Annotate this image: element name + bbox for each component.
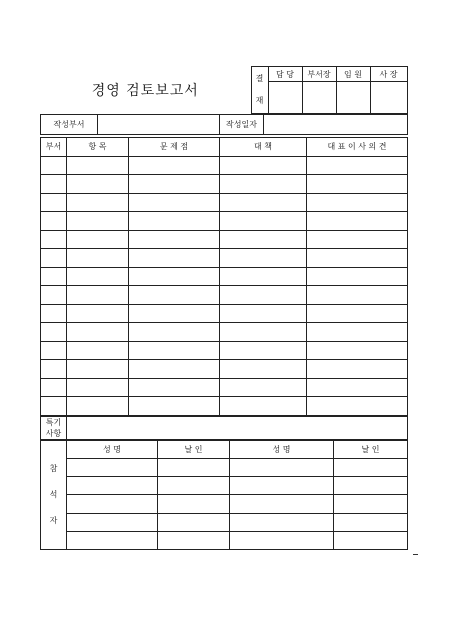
cell-problem[interactable] [129, 193, 220, 212]
attendee-name-2[interactable] [230, 513, 334, 531]
cell-item[interactable] [67, 286, 129, 305]
col-header-measure: 대 책 [220, 138, 307, 157]
attendee-name-2[interactable] [230, 495, 334, 513]
attendee-seal-2[interactable] [334, 495, 408, 513]
col-header-ceo-opinion: 대 표 이 사 의 견 [307, 138, 408, 157]
approval-label [251, 67, 268, 114]
cell-ceo-opinion[interactable] [307, 212, 408, 231]
cell-measure[interactable] [220, 230, 307, 249]
table-row [41, 397, 408, 416]
review-table-header [41, 138, 408, 157]
attendees-section [40, 440, 408, 551]
cell-measure[interactable] [220, 193, 307, 212]
attendee-seal-1[interactable] [158, 477, 230, 495]
col-header-item: 항 목 [67, 138, 129, 157]
cell-dept[interactable] [41, 323, 67, 342]
cell-ceo-opinion[interactable] [307, 304, 408, 323]
cell-item[interactable] [67, 249, 129, 268]
table-row [41, 341, 408, 360]
cell-dept[interactable] [41, 267, 67, 286]
attendee-seal-2[interactable] [334, 531, 408, 549]
cell-ceo-opinion[interactable] [307, 249, 408, 268]
approval-sign-executive[interactable] [336, 82, 370, 114]
attendees-header-name-1: 성 명 [67, 440, 158, 458]
attendee-name-2[interactable] [230, 458, 334, 476]
cell-ceo-opinion[interactable] [307, 397, 408, 416]
author-dept-field[interactable] [98, 115, 220, 135]
table-row [41, 230, 408, 249]
cell-problem[interactable] [129, 212, 220, 231]
cell-problem[interactable] [129, 230, 220, 249]
cell-measure[interactable] [220, 304, 307, 323]
approval-sign-staff[interactable] [268, 82, 302, 114]
cell-ceo-opinion[interactable] [307, 341, 408, 360]
cell-problem[interactable] [129, 249, 220, 268]
cell-dept[interactable] [41, 212, 67, 231]
attendee-row [41, 477, 408, 495]
cell-measure[interactable] [220, 286, 307, 305]
cell-measure[interactable] [220, 175, 307, 194]
cell-problem[interactable] [129, 378, 220, 397]
attendee-name-2[interactable] [230, 531, 334, 549]
cell-item[interactable] [67, 212, 129, 231]
attendees-side-char-2: 석 [49, 489, 58, 499]
cell-dept[interactable] [41, 249, 67, 268]
table-row [41, 286, 408, 305]
attendee-row [41, 531, 408, 549]
cell-problem[interactable] [129, 156, 220, 175]
cell-item[interactable] [67, 230, 129, 249]
cell-dept[interactable] [41, 360, 67, 379]
attendee-seal-1[interactable] [158, 531, 230, 549]
attendees-header-name-2: 성 명 [230, 440, 334, 458]
cell-dept[interactable] [41, 378, 67, 397]
attendee-seal-2[interactable] [334, 458, 408, 476]
table-row [41, 212, 408, 231]
cell-dept[interactable] [41, 341, 67, 360]
approval-col-president: 사 장 [370, 67, 407, 82]
cell-ceo-opinion[interactable] [307, 193, 408, 212]
cell-item[interactable] [67, 267, 129, 286]
cell-dept[interactable] [41, 286, 67, 305]
cell-ceo-opinion[interactable] [307, 360, 408, 379]
attendee-seal-1[interactable] [158, 513, 230, 531]
meta-section [40, 114, 408, 135]
attendee-seal-1[interactable] [158, 458, 230, 476]
cell-item[interactable] [67, 360, 129, 379]
header-section [40, 66, 408, 114]
table-row [41, 323, 408, 342]
approval-sign-president[interactable] [370, 82, 407, 114]
attendee-name-2[interactable] [230, 477, 334, 495]
cell-ceo-opinion[interactable] [307, 156, 408, 175]
attendee-row [41, 458, 408, 476]
notes-label-line2: 사항 [45, 428, 62, 438]
cell-problem[interactable] [129, 341, 220, 360]
author-dept-label: 작성부서 [41, 115, 98, 135]
cell-ceo-opinion[interactable] [307, 230, 408, 249]
cell-problem[interactable] [129, 267, 220, 286]
review-table [40, 137, 408, 416]
cell-measure[interactable] [220, 323, 307, 342]
cell-dept[interactable] [41, 230, 67, 249]
cell-item[interactable] [67, 378, 129, 397]
cell-ceo-opinion[interactable] [307, 378, 408, 397]
page-end-mark [413, 554, 418, 555]
cell-problem[interactable] [129, 397, 220, 416]
cell-measure[interactable] [220, 249, 307, 268]
cell-item[interactable] [67, 397, 129, 416]
col-header-dept: 부서 [41, 138, 67, 157]
table-row [41, 378, 408, 397]
cell-problem[interactable] [129, 323, 220, 342]
cell-measure[interactable] [220, 212, 307, 231]
table-row [41, 249, 408, 268]
attendee-name-1[interactable] [67, 513, 158, 531]
attendees-side-char-3: 자 [49, 515, 58, 525]
attendees-header [41, 440, 408, 458]
attendees-header-seal-2: 날 인 [334, 440, 408, 458]
cell-measure[interactable] [220, 341, 307, 360]
cell-problem[interactable] [129, 286, 220, 305]
col-header-problem: 문 제 점 [129, 138, 220, 157]
approval-col-dept-head: 부서장 [302, 67, 336, 82]
author-date-label: 작성일자 [220, 115, 264, 135]
cell-problem[interactable] [129, 175, 220, 194]
approval-label-char-1: 결 [255, 74, 264, 83]
attendee-name-1[interactable] [67, 477, 158, 495]
table-row [41, 156, 408, 175]
cell-dept[interactable] [41, 156, 67, 175]
cell-measure[interactable] [220, 360, 307, 379]
cell-ceo-opinion[interactable] [307, 175, 408, 194]
notes-label [41, 416, 67, 439]
cell-item[interactable] [67, 193, 129, 212]
attendee-seal-2[interactable] [334, 513, 408, 531]
attendee-seal-1[interactable] [158, 495, 230, 513]
cell-item[interactable] [67, 175, 129, 194]
attendees-header-seal-1: 날 인 [158, 440, 230, 458]
approval-col-staff: 담 당 [268, 67, 302, 82]
attendee-name-1[interactable] [67, 495, 158, 513]
cell-item[interactable] [67, 323, 129, 342]
attendee-name-1[interactable] [67, 531, 158, 549]
cell-problem[interactable] [129, 304, 220, 323]
cell-measure[interactable] [220, 156, 307, 175]
attendee-row [41, 513, 408, 531]
cell-ceo-opinion[interactable] [307, 286, 408, 305]
table-row [41, 360, 408, 379]
page-title: 경영 검토보고서 [91, 83, 199, 99]
cell-ceo-opinion[interactable] [307, 267, 408, 286]
notes-field[interactable] [67, 416, 408, 439]
cell-dept[interactable] [41, 175, 67, 194]
cell-item[interactable] [67, 304, 129, 323]
cell-item[interactable] [67, 341, 129, 360]
table-row [41, 193, 408, 212]
cell-dept[interactable] [41, 397, 67, 416]
cell-measure[interactable] [220, 378, 307, 397]
attendee-seal-2[interactable] [334, 477, 408, 495]
cell-item[interactable] [67, 156, 129, 175]
attendee-row [41, 495, 408, 513]
table-row [41, 175, 408, 194]
attendee-name-1[interactable] [67, 458, 158, 476]
approval-sign-dept-head[interactable] [302, 82, 336, 114]
table-row [41, 267, 408, 286]
notes-label-line1: 특기 [45, 417, 62, 427]
attendees-side-char-1: 참 [49, 463, 58, 473]
cell-measure[interactable] [220, 397, 307, 416]
author-date-field[interactable] [264, 115, 408, 135]
table-row [41, 304, 408, 323]
attendees-side-label [41, 440, 67, 550]
cell-dept[interactable] [41, 193, 67, 212]
cell-ceo-opinion[interactable] [307, 323, 408, 342]
approval-col-executive: 임 원 [336, 67, 370, 82]
cell-dept[interactable] [41, 304, 67, 323]
approval-label-char-2: 재 [255, 96, 264, 105]
cell-measure[interactable] [220, 267, 307, 286]
notes-section [40, 416, 408, 440]
report-form [40, 66, 407, 550]
cell-problem[interactable] [129, 360, 220, 379]
